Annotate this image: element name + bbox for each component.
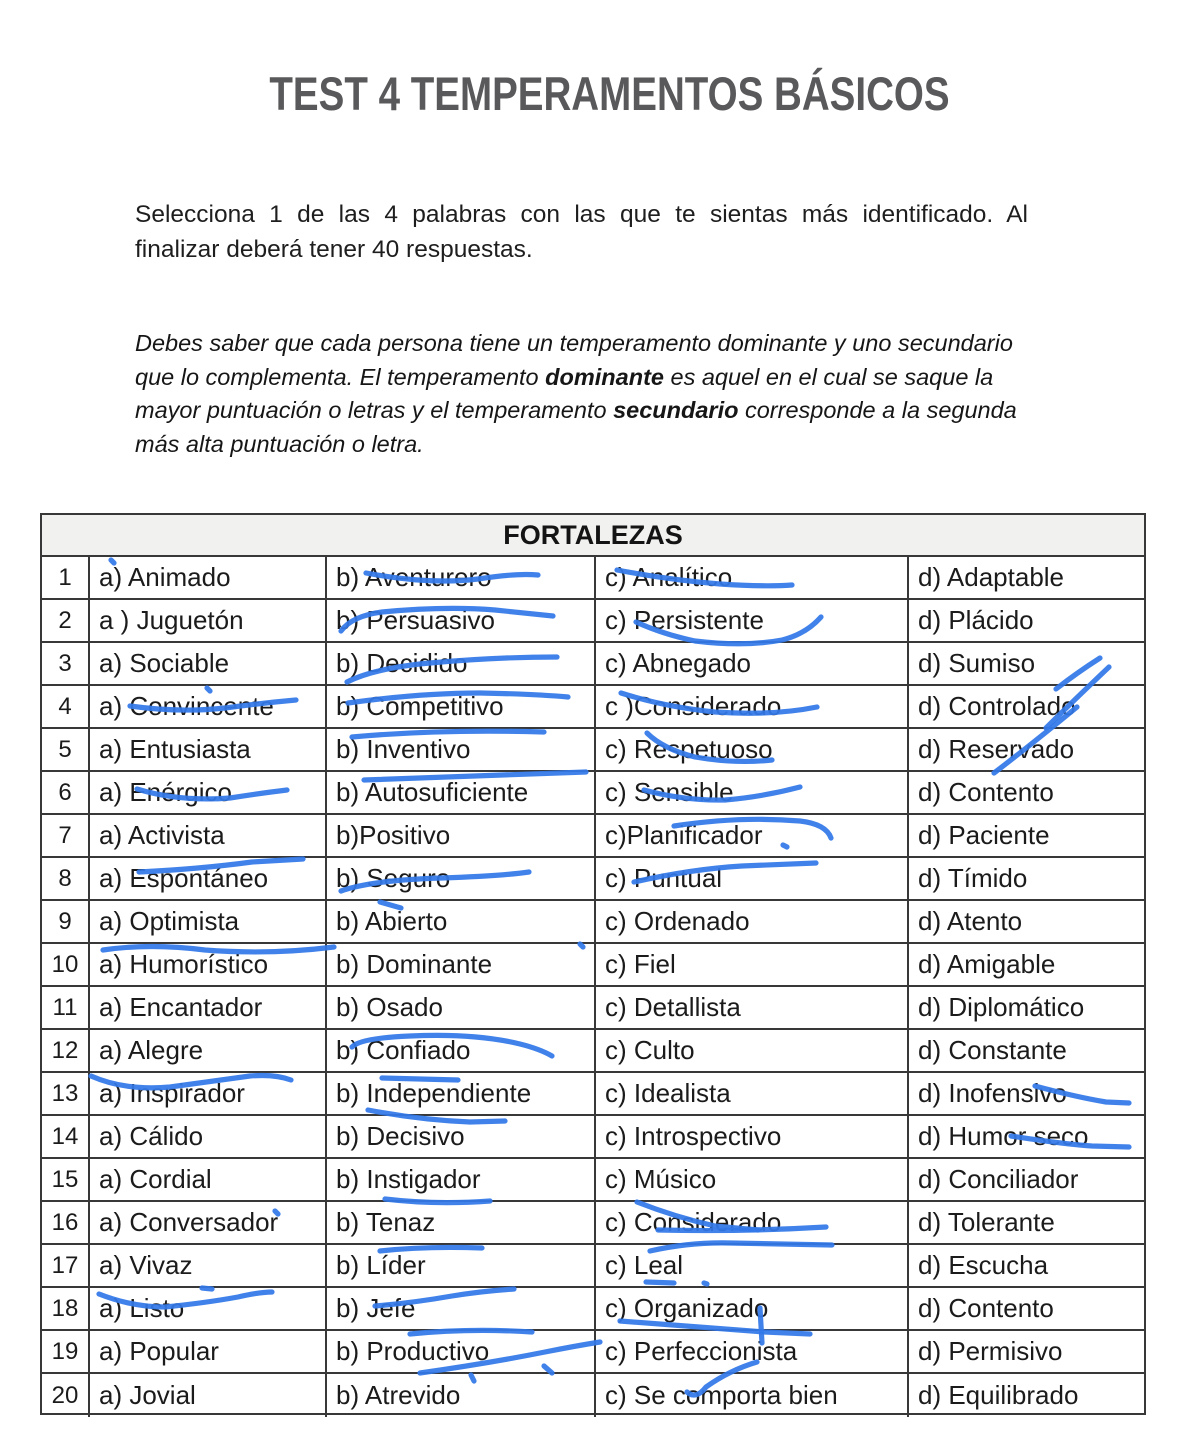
option-cell-d: d) Sumiso	[909, 643, 1144, 686]
note-text: corresponde a la segunda	[738, 397, 1017, 423]
option-cell-d: d) Equilibrado	[918, 1380, 1079, 1410]
option-cell-d: d) Conciliador	[909, 1159, 1144, 1202]
option-cell-c: c) Músico	[596, 1159, 909, 1202]
option-cell-d: d) Permisivo	[909, 1331, 1144, 1374]
page-title: TEST 4 TEMPERAMENTOS BÁSICOS	[269, 67, 950, 120]
option-cell-b: b) Productivo	[327, 1331, 596, 1374]
option-cell-c: c)Planificador	[596, 815, 909, 858]
note-text: es aquel en el cual se saque la	[663, 363, 994, 390]
option-cell-c: c) Sensible	[596, 772, 909, 815]
option-cell-c: c )Considerado	[596, 686, 909, 729]
row-number: 12	[42, 1030, 90, 1073]
option-cell-c: c) Se comporta bien	[596, 1374, 909, 1417]
option-cell-d: d) Tímido	[909, 858, 1144, 901]
row-number: 6	[42, 772, 90, 815]
option-cell-d: d) Paciente	[909, 815, 1144, 858]
option-cell-d: d) Adaptable	[909, 557, 1144, 600]
option-cell-b: b) Dominante	[327, 944, 596, 987]
option-cell-a: a) Inspirador	[90, 1073, 327, 1116]
option-cell-d: d) Controlado	[909, 686, 1144, 729]
option-cell-d: d) Reservado	[909, 729, 1144, 772]
row-number: 7	[42, 815, 90, 858]
fortalezas-table-body	[42, 557, 1144, 1417]
option-cell-a: a) Activista	[90, 815, 327, 858]
option-cell-c: c) Fiel	[596, 944, 909, 987]
note-text: mayor puntuación o letras y el temperamento	[135, 397, 614, 423]
note-line-2	[135, 361, 1035, 395]
option-cell-d: d) Contento	[909, 772, 1144, 815]
option-cell-a: a) Humorístico	[90, 944, 327, 987]
option-cell-b: b) Líder	[327, 1245, 596, 1288]
option-cell-d: d) Constante	[909, 1030, 1144, 1073]
note-line-4	[135, 428, 1035, 462]
row-number: 11	[42, 987, 90, 1030]
row-number: 14	[42, 1116, 90, 1159]
option-cell-a: a) Encantador	[90, 987, 327, 1030]
option-cell-b: b) Atrevido	[327, 1374, 596, 1417]
option-cell-c: c) Perfeccionista	[596, 1331, 909, 1374]
option-cell-b: b) Aventurero	[327, 557, 596, 600]
row-number: 13	[42, 1073, 90, 1116]
option-cell-b: b) Seguro	[327, 858, 596, 901]
note-text: Debes saber que cada persona tiene un temperamento dominante y uno secundario	[135, 330, 1013, 356]
option-cell-b: b)Positivo	[327, 815, 596, 858]
option-cell-c: c) Persistente	[596, 600, 909, 643]
option-cell-b: b) Confiado	[327, 1030, 596, 1073]
option-cell-a: a) Convincente	[90, 686, 327, 729]
intro-paragraph	[135, 197, 1028, 267]
option-cell-d: d) Tolerante	[909, 1202, 1144, 1245]
option-cell-b: b) Competitivo	[327, 686, 596, 729]
option-cell-c: c) Ordenado	[596, 901, 909, 944]
option-cell-b: b) Inventivo	[327, 729, 596, 772]
row-number: 17	[42, 1245, 90, 1288]
row-number: 3	[42, 643, 90, 686]
option-cell-b: b) Decidido	[327, 643, 596, 686]
option-cell-a: a) Conversador	[90, 1202, 327, 1245]
option-cell-d: d) Humor seco	[909, 1116, 1144, 1159]
option-cell-b: b) Jefe	[327, 1288, 596, 1331]
intro-line-2: finalizar deberá tener 40 respuestas.	[135, 236, 533, 263]
fortalezas-table	[40, 513, 1146, 1415]
option-cell-c: c) Puntual	[596, 858, 909, 901]
option-cell-d: d) Atento	[909, 901, 1144, 944]
option-cell-d: d) Amigable	[909, 944, 1144, 987]
option-cell-c: c) Organizado	[596, 1288, 909, 1331]
option-cell-b: b) Instigador	[327, 1159, 596, 1202]
option-cell-a: a) Vivaz	[90, 1245, 327, 1288]
option-cell-b: b) Osado	[327, 987, 596, 1030]
row-number: 9	[42, 901, 90, 944]
note-text: que lo complementa. El temperamento	[135, 363, 546, 390]
option-cell-c: c) Considerado	[596, 1202, 909, 1245]
option-cell-b: b) Decisivo	[327, 1116, 596, 1159]
note-text: más alta puntuación o letra.	[135, 430, 424, 457]
intro-line-1: Selecciona 1 de las 4 palabras con las que te sientas más identificado. Al	[135, 201, 1028, 228]
option-cell-a: a) Sociable	[90, 643, 327, 686]
option-cell-a: a ) Juguetón	[90, 600, 327, 643]
row-number: 19	[42, 1331, 90, 1374]
row-number: 15	[42, 1159, 90, 1202]
option-cell-d: d) Escucha	[909, 1245, 1144, 1288]
row-number: 18	[42, 1288, 90, 1331]
option-cell-a: a) Optimista	[90, 901, 327, 944]
row-number: 8	[42, 858, 90, 901]
note-line-3	[135, 394, 1035, 428]
option-cell-d: d) Diplomático	[909, 987, 1144, 1030]
option-cell-c: c) Culto	[596, 1030, 909, 1073]
row-number: 5	[42, 729, 90, 772]
table-header-fortalezas: FORTALEZAS	[42, 515, 1144, 557]
option-cell-a: a) Cálido	[90, 1116, 327, 1159]
option-cell-b: b) Persuasivo	[327, 600, 596, 643]
option-cell-c: c) Detallista	[596, 987, 909, 1030]
option-cell-a: a) Entusiasta	[90, 729, 327, 772]
option-cell-a: a) Espontáneo	[90, 858, 327, 901]
note-bold-word: secundario	[613, 397, 739, 423]
option-cell-a: a) Jovial	[90, 1374, 327, 1417]
row-number: 20	[42, 1374, 90, 1417]
note-line-1	[135, 327, 1035, 361]
option-cell-c: c) Respetuoso	[596, 729, 909, 772]
option-cell-b: b) Independiente	[327, 1073, 596, 1116]
row-number: 1	[42, 557, 90, 600]
note-bold-word: dominante	[545, 363, 664, 390]
option-cell-b: b) Abierto	[327, 901, 596, 944]
option-cell-a: a) Listo	[90, 1288, 327, 1331]
option-cell-d: d) Inofensivo	[909, 1073, 1144, 1116]
option-cell-b: b) Autosuficiente	[327, 772, 596, 815]
row-number: 2	[42, 600, 90, 643]
note-paragraph	[135, 327, 1035, 461]
option-cell-a: a) Popular	[90, 1331, 327, 1374]
option-cell-a: a) Alegre	[90, 1030, 327, 1073]
option-cell-a: a) Cordial	[90, 1159, 327, 1202]
option-cell-c: c) Idealista	[596, 1073, 909, 1116]
option-cell-d: d) Plácido	[909, 600, 1144, 643]
option-cell-c: c) Abnegado	[596, 643, 909, 686]
option-cell-b: b) Tenaz	[327, 1202, 596, 1245]
row-number: 16	[42, 1202, 90, 1245]
option-cell-c: c) Leal	[596, 1245, 909, 1288]
row-number: 4	[42, 686, 90, 729]
option-cell-c: c) Analítico	[596, 557, 909, 600]
option-cell-a: a) Animado	[90, 557, 327, 600]
option-cell-a: a) Enérgico	[90, 772, 327, 815]
option-cell-c: c) Introspectivo	[596, 1116, 909, 1159]
option-cell-d: d) Contento	[909, 1288, 1144, 1331]
row-number: 10	[42, 944, 90, 987]
